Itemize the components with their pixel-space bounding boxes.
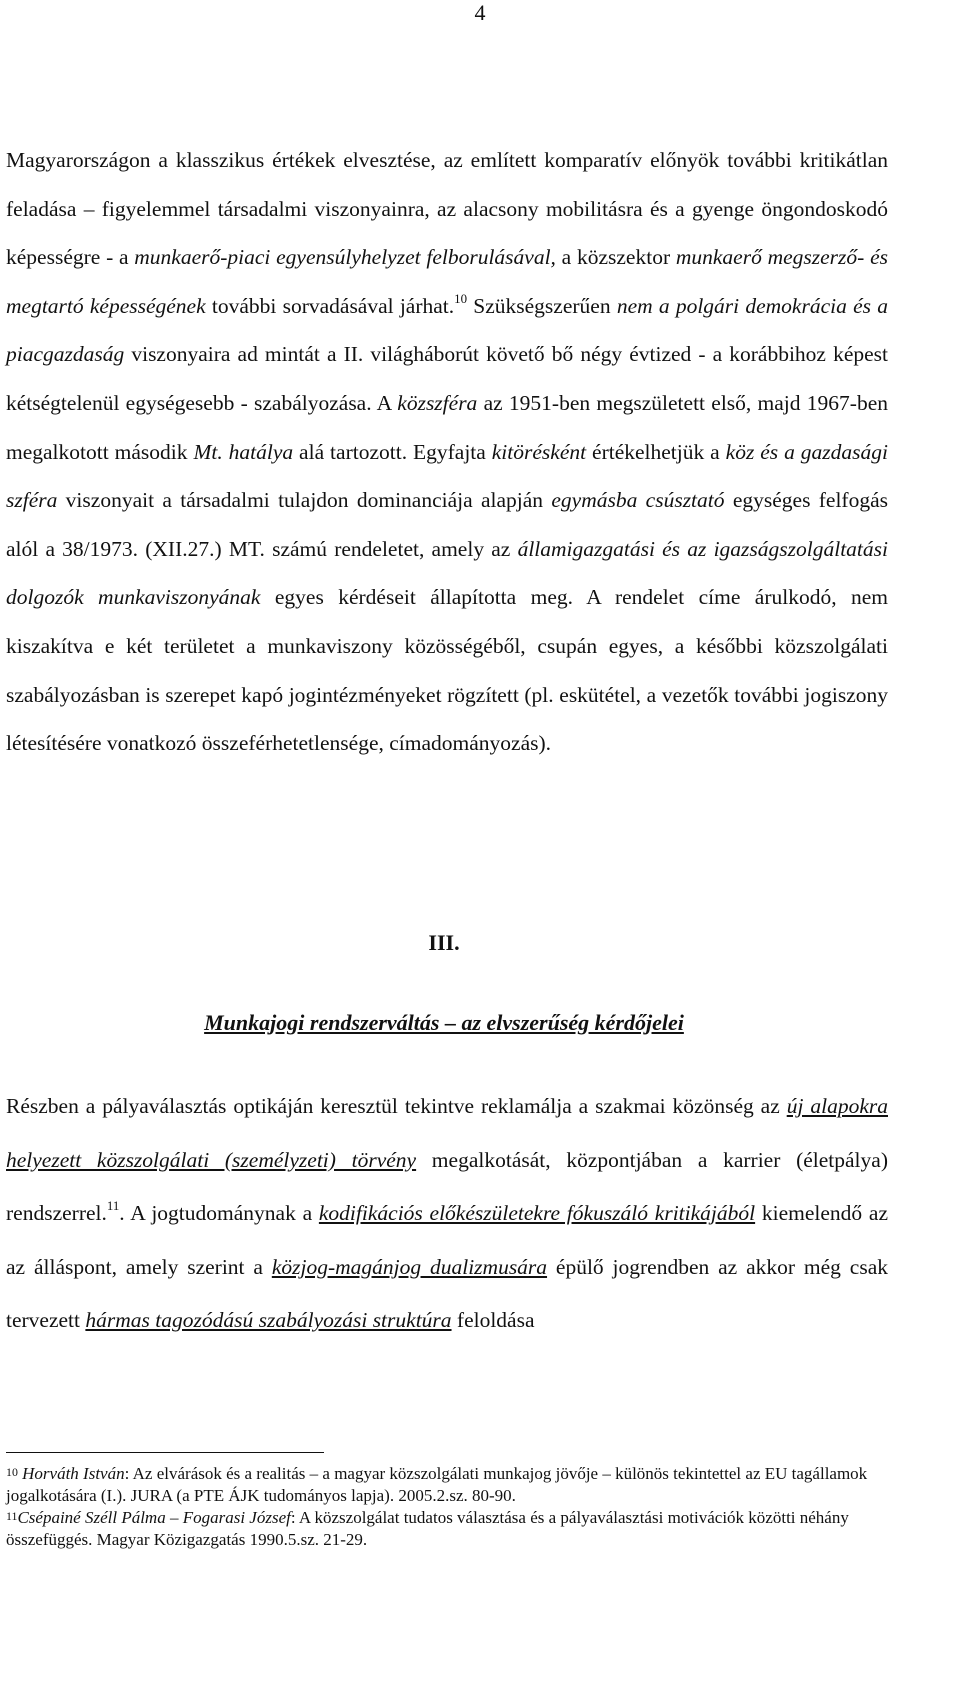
text-run: egyes kérdéseit állapította meg. A rendelet címe árulkodó, nem kiszakítva e két területet a munkaviszony közösségéből, csupán egyes, a későbbi közszolgálati szabályozásban is szerepet kapó jogintézményeket rögzített (pl. eskütétel, a vezetők további jogiszony létesítésére vonatkozó összeférhetetlensége, címadományozás).	[6, 585, 888, 756]
footnote-10	[6, 1463, 888, 1507]
underlined-italic-run: kodifikációs előkészületekre fókuszáló kritikájából	[318, 1201, 756, 1225]
italic-run: munkaerő megszerző- és megtartó képességének	[6, 245, 888, 318]
text-run: . A jogtudománynak a	[119, 1201, 319, 1225]
footnote-author: Horváth István	[22, 1464, 125, 1483]
footnote-author: Csépainé Széll Pálma – Fogarasi József	[17, 1508, 291, 1527]
text-run: épülő jogrendben az akkor még csak tervezett	[6, 1254, 888, 1332]
italic-run: nem a polgári demokrácia és a piacgazdaság	[6, 293, 888, 367]
text-run: a közszektor	[555, 245, 676, 270]
footnote-text: : A közszolgálat tudatos választása és a pályaválasztási motivációk közötti néhány összefüggés. Magyar Közigazgatás 1990.5.sz. 21-29.	[6, 1508, 849, 1549]
body-paragraph-1	[6, 136, 888, 768]
italic-run: államigazgatási és az igazságszolgáltatási dolgozók munkaviszonyának	[6, 536, 888, 610]
text-run: feloldása	[451, 1308, 535, 1332]
text-run: az 1951-ben megszületett első, majd 1967-ben megalkotott második	[6, 390, 888, 464]
chapter-number: III.	[428, 930, 460, 955]
footnote-text: : Az elvárások és a realitás – a magyar közszolgálati munkajog jövője – különös tekintettel az EU tagállamok jogalkotására (I.). JURA (a PTE ÁJK tudományos lapja). 2005.2.sz. 80-90.	[6, 1464, 868, 1505]
text-run: értékelhetjük a	[586, 439, 726, 464]
chapter-title: Munkajogi rendszerváltás – az elvszerűség kérdőjelei	[204, 1010, 684, 1035]
italic-run: kitörésként	[491, 439, 587, 464]
italic-run: közszféra	[397, 390, 478, 415]
text-run: egységes felfogás alól a 38/1973. (XII.27.) MT. számú rendeletet, amely az	[6, 488, 888, 561]
text-run: további sorvadásával járhat.	[205, 293, 455, 318]
text-run: kiemelendő az az álláspont, amely szerint a	[6, 1201, 888, 1279]
text-run: Szükségszerűen	[467, 293, 617, 318]
italic-run: Mt. hatálya	[193, 439, 294, 464]
footnote-ref-10[interactable]: 10	[454, 291, 468, 306]
italic-run: egymásba csúsztató	[551, 488, 725, 513]
italic-run: köz és a gazdasági szféra	[6, 439, 889, 513]
underlined-italic-run: hármas tagozódású szabályozási struktúra	[85, 1308, 452, 1332]
text-run: viszonyait a társadalmi tulajdon dominanciája alapján	[57, 488, 552, 513]
italic-run: munkaerő-piaci egyensúlyhelyzet felborulásával,	[134, 245, 556, 270]
text-run: Részben a pályaválasztás optikáján keresztül tekintve reklamálja a szakmai közönség az	[6, 1094, 787, 1118]
footnote-separator	[6, 1452, 324, 1453]
underlined-italic-run: új alapokra helyezett közszolgálati (személyzeti) törvény	[6, 1094, 888, 1172]
footnote-number: 11	[6, 1509, 18, 1523]
footnotes	[6, 1463, 888, 1551]
footnote-ref-11[interactable]: 11	[106, 1198, 120, 1213]
body-paragraph-2	[6, 1080, 888, 1348]
text-run: viszonyaira ad mintát a II. világháborút követő bő négy évtized - a korábbihoz képest kétségtelenül egységesebb - szabályozása. A	[6, 342, 888, 415]
footnote-number: 10	[6, 1465, 18, 1479]
underlined-italic-run: közjog-magánjog dualizmusára	[271, 1254, 548, 1279]
text-run: alá tartozott. Egyfajta	[293, 439, 492, 464]
text-run: Magyarországon a klasszikus értékek elvesztése, az említett komparatív előnyök további kritikátlan feladása – figyelemmel társadalmi viszonyainra, az alacsony mobilitásra és a gyenge öngondoskodó képességre - a	[6, 148, 888, 270]
text-run: megalkotását, központjában a karrier (életpálya) rendszerrel.	[6, 1147, 888, 1225]
page-number: 4	[474, 0, 486, 25]
footnote-11	[6, 1507, 888, 1551]
